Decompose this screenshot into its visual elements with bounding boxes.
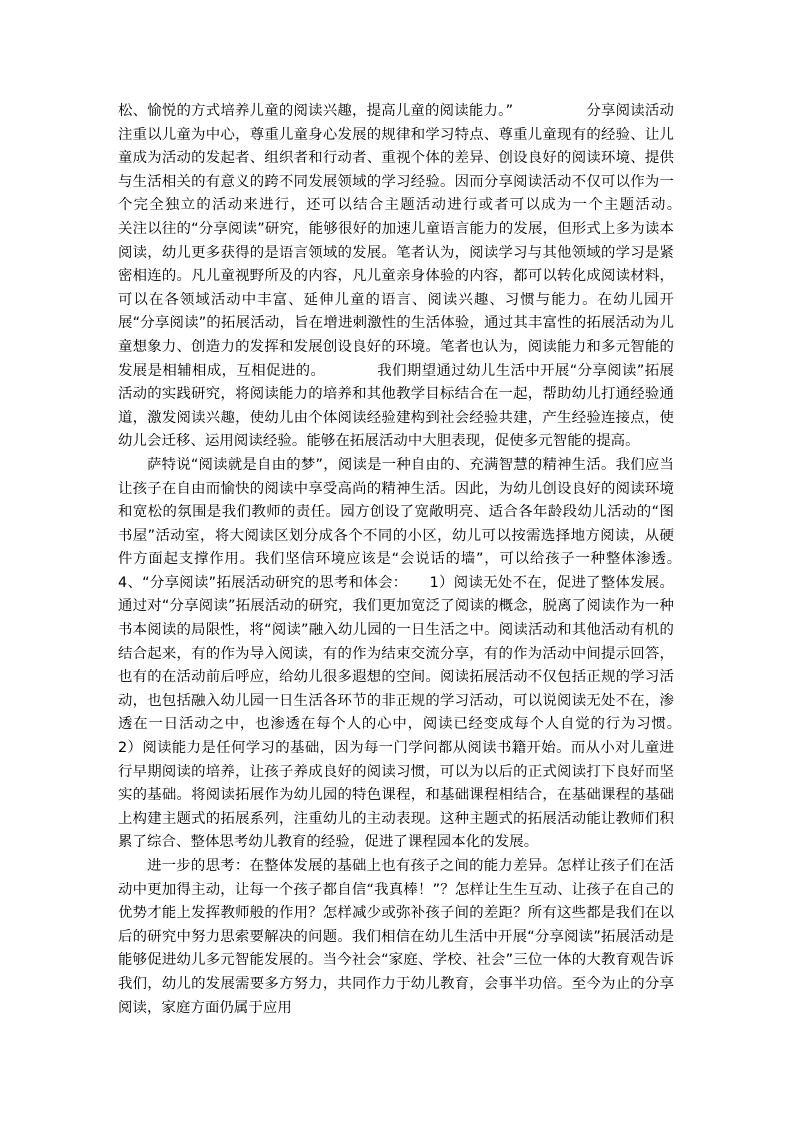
paragraph-1: 松、愉悦的方式培养儿童的阅读兴趣，提高儿童的阅读能力。” 分享阅读活动注重以儿童为中心，尊重儿童身心发展的规律和学习特点、尊重儿童现有的经验、让儿童成为活动的发起者、组织者和行动者、重视个体的差异、创设良好的阅读环境、提供与生活相关的有意义的跨不同发展领域的学习经验。因而分享阅读活动不仅可以作为一个完全独立的活动来进行，还可以结合主题活动进行或者可以成为一个主题活动。 关注以往的“分享阅读”研究，能够很好的加速儿童语言能力的发展，但形式上多为读本阅读，幼儿更多获得的是语言领域的发展。笔者认为，阅读学习与其他领域的学习是紧密相连的。凡儿童视野所及的内容，凡儿童亲身体验的内容，都可以转化成阅读材料，可以在各领域活动中丰富、延伸儿童的语言、阅读兴趣、习惯与能力。在幼儿园开展“分享阅读”的拓展活动，旨在增进刺激性的生活体验，通过其丰富性的拓展活动为儿童想象力、创造力的发挥和发展创设良好的环境。笔者也认为，阅读能力和多元智能的发展是相辅相成，互相促进的。 我们期望通过幼儿生活中开展“分享阅读”拓展活动的实践研究，将阅读能力的培养和其他教学目标结合在一起，帮助幼儿打通经验通道，激发阅读兴趣，使幼儿由个体阅读经验建构到社会经验共建，产生经验连接点，使幼儿会迁移、运用阅读经验。能够在拓展活动中大胆表现，促使多元智能的提高。 <box>118 103 732 450</box>
paragraph-2: 萨特说“阅读就是自由的梦”，阅读是一种自由的、充满智慧的精神生活。我们应当让孩子在自由而愉快的阅读中享受高尚的精神生活。因此，为幼儿创设良好的阅读环境和宽松的氛围是我们教师的责任。园方创设了宽敞明亮、适合各年龄段幼儿活动的“图书屋”活动室，将大阅读区划分成各个不同的小区，幼儿可以按需选择地方阅读，从硬件方面起支撑作用。我们坚信环境应该是“会说话的墙”，可以给孩子一种整体渗透。 4、“分享阅读”拓展活动研究的思考和体会： 1）阅读无处不在，促进了整体发展。通过对“分享阅读”拓展活动的研究，我们更加宽泛了阅读的概念，脱离了阅读作为一种书本阅读的局限性，将“阅读”融入幼儿园的一日生活之中。阅读活动和其他活动有机的结合起来，有的作为导入阅读，有的作为结束交流分享，有的作为活动中间提示回答，也有的在活动前后呼应，给幼儿很多遐想的空间。阅读拓展活动不仅包括正规的学习活动，也包括融入幼儿园一日生活各环节的非正规的学习活动，可以说阅读无处不在，渗透在一日活动之中，也渗透在每个人的心中，阅读已经变成每个人自觉的行为习惯。 2）阅读能力是任何学习的基础，因为每一门学问都从阅读书籍开始。而从小对儿童进行早期阅读的培养，让孩子养成良好的阅读习惯，可以为以后的正式阅读打下良好而坚实的基础。将阅读拓展作为幼儿园的特色课程，和基础课程相结合，在基础课程的基础上构建主题式的拓展系列，注重幼儿的主动表现。这种主题式的拓展活动能让教师们积累了综合、整体思考幼儿教育的经验，促进了课程园本化的发展。 <box>118 456 703 851</box>
document-page <box>118 100 732 1020</box>
paragraph-3: 进一步的思考：在整体发展的基础上也有孩子之间的能力差异。怎样让孩子们在活动中更加得主动，让每一个孩子都自信“我真棒！”？怎样让生生互动、让孩子在自己的优势才能上发挥教师般的作用？怎样减少或弥补孩子间的差距？所有这些都是我们在以后的研究中努力思索要解决的问题。我们相信在幼儿生活中开展“分享阅读”拓展活动是能够促进幼儿多元智能发展的。当今社会“家庭、学校、社会”三位一体的大教育观告诉我们，幼儿的发展需要多方努力，共同作力于幼儿教育，会事半功倍。至今为止的分享阅读，家庭方面仍属于应用 <box>118 858 674 1016</box>
